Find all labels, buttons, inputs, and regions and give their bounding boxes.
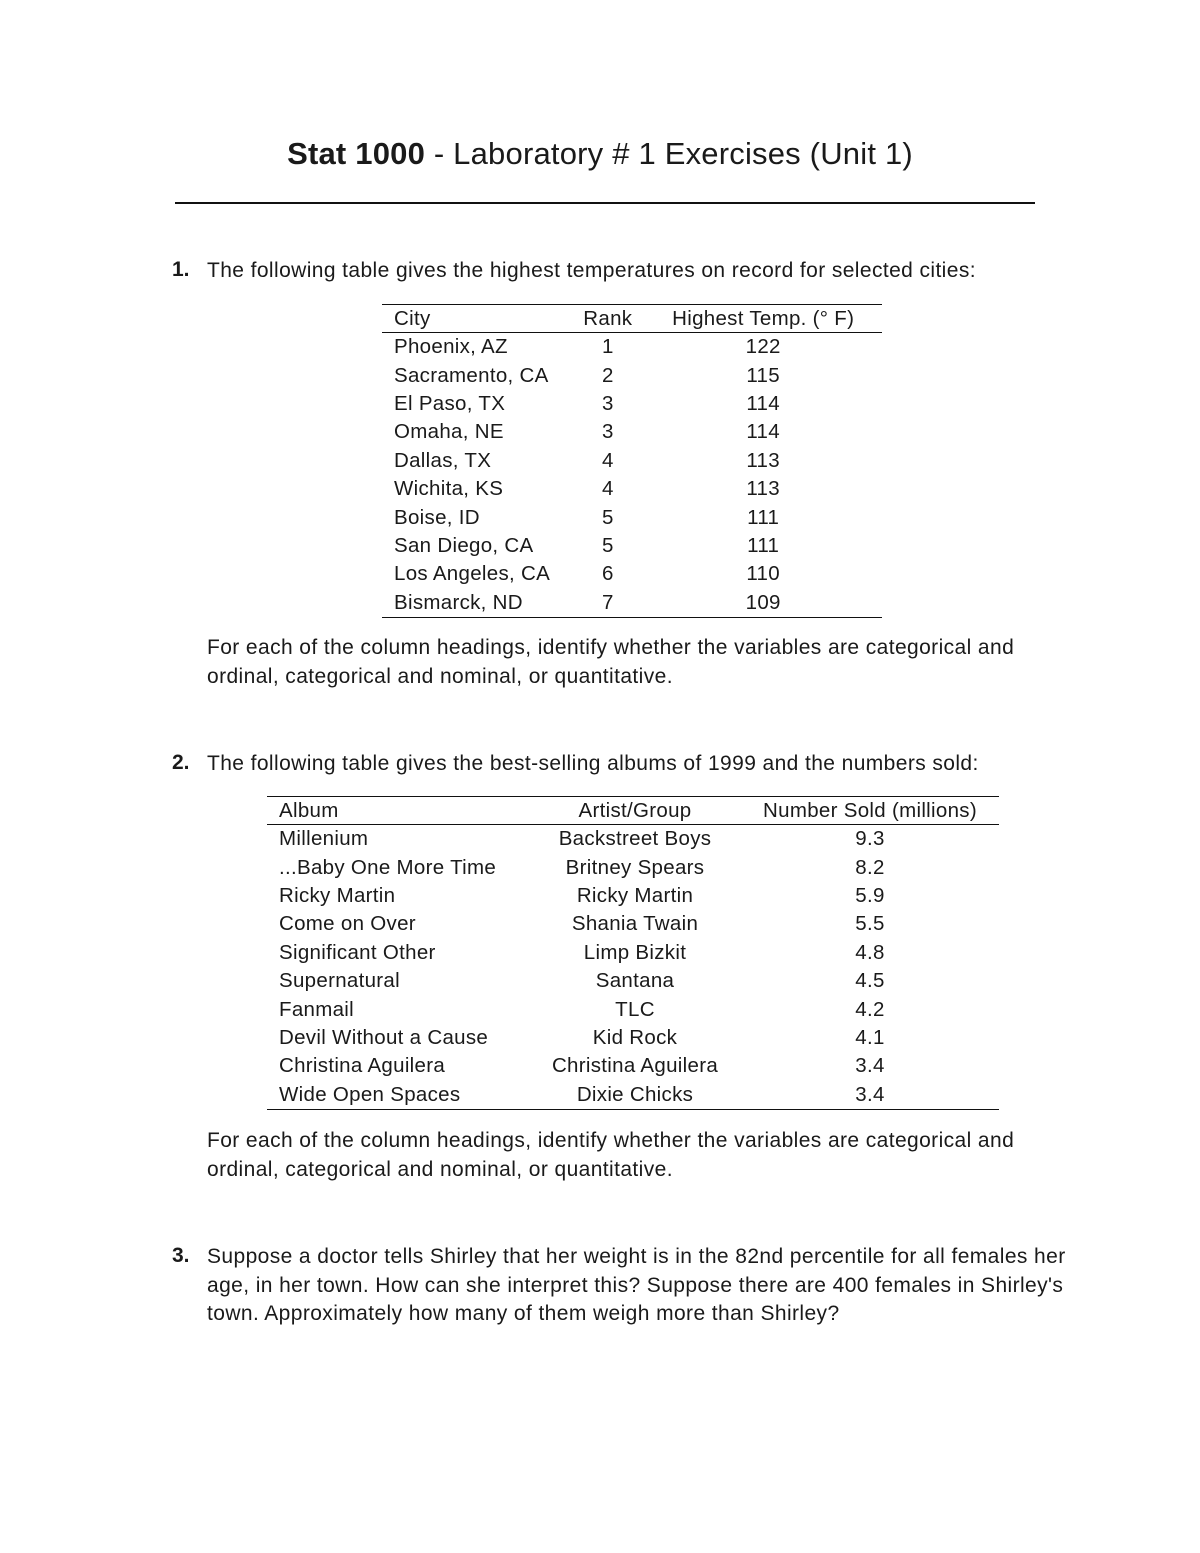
table-cell: 8.2 (855, 855, 885, 879)
course-name: Stat 1000 (287, 136, 426, 171)
table-row (382, 390, 882, 418)
question-2-number: 2. (172, 751, 190, 774)
table-row (267, 825, 999, 854)
table-cell: 5.9 (855, 883, 885, 907)
table-cell: Bismarck, ND (382, 589, 571, 618)
table-cell: Devil Without a Cause (279, 1025, 489, 1049)
table-cell: Shania Twain (571, 912, 699, 936)
table-row (382, 560, 882, 588)
column-header: City (382, 305, 571, 333)
table-cell: Significant Other (279, 940, 436, 964)
table-cell: 111 (747, 505, 780, 529)
table-cell: Wide Open Spaces (267, 1081, 529, 1110)
table-cell: 3.4 (855, 1054, 885, 1078)
table-cell: Omaha, NE (394, 420, 504, 444)
table-cell: 4.5 (855, 969, 885, 993)
table-row (382, 532, 882, 560)
albums-table (267, 796, 999, 1110)
table-cell: 113 (746, 477, 780, 501)
table-cell: TLC (615, 997, 655, 1021)
table-cell: 5 (601, 505, 614, 529)
table-cell: Limp Bizkit (583, 940, 687, 964)
table-header-row (382, 305, 882, 333)
column-header: Album (267, 797, 529, 825)
table-row (382, 361, 882, 389)
table-cell: Phoenix, AZ (394, 335, 508, 359)
table-cell: 5.5 (855, 912, 885, 936)
table-row (267, 967, 999, 995)
table-cell: 111 (747, 533, 780, 557)
table-row (382, 503, 882, 531)
table-cell: 7 (571, 589, 644, 618)
column-header: Number Sold (millions) (741, 797, 999, 825)
table-cell: Wichita, KS (394, 477, 504, 501)
table-cell: 115 (746, 363, 780, 387)
table-row (267, 995, 999, 1023)
table-cell: Kid Rock (592, 1025, 678, 1049)
table-header-row (267, 797, 999, 825)
table-cell: 4 (601, 448, 614, 472)
table-cell: Backstreet Boys (558, 827, 712, 851)
table-cell: 1 (601, 335, 614, 359)
table-cell: Come on Over (279, 912, 416, 936)
table-cell: Supernatural (279, 969, 400, 993)
table-cell: 122 (745, 335, 781, 359)
table-row (382, 418, 882, 446)
table-row (382, 475, 882, 503)
temperature-table (382, 304, 882, 618)
table-cell: Los Angeles, CA (394, 562, 551, 586)
question-3-number: 3. (172, 1244, 190, 1267)
table-row (382, 333, 882, 362)
table-cell: 4.1 (855, 1025, 885, 1049)
table-row (267, 939, 999, 967)
page-title (0, 136, 1200, 172)
table-cell: 110 (746, 562, 780, 586)
question-2-followup: For each of the column headings, identify whether the variables are categorical and ordinal, categorical and nominal, or quantitative. (207, 1129, 1015, 1181)
table-cell: 4.8 (855, 940, 885, 964)
table-cell: Christina Aguilera (551, 1054, 719, 1078)
table-cell: 114 (746, 391, 780, 415)
table-row (267, 1052, 999, 1080)
table-cell: 4 (601, 477, 614, 501)
column-header: Artist/Group (529, 797, 741, 825)
column-header: Highest Temp. (° F) (644, 305, 882, 333)
table-cell: 3 (601, 420, 614, 444)
table-cell: Boise, ID (394, 505, 480, 529)
table-row (382, 589, 882, 618)
table-cell: Christina Aguilera (279, 1054, 446, 1078)
question-3-text: Suppose a doctor tells Shirley that her weight is in the 82nd percentile for all females her age, in her town. How can she interpret this? Suppose there are 400 females in Shirley's town. Approximately how many of them weigh more than Shirley? (207, 1245, 1066, 1325)
title-rest: - Laboratory # 1 Exercises (Unit 1) (425, 136, 913, 171)
table-cell: 4.2 (855, 997, 885, 1021)
table-row (267, 1081, 999, 1110)
table-cell: Britney Spears (565, 855, 705, 879)
table-cell: 113 (746, 448, 780, 472)
title-divider (175, 202, 1035, 204)
question-1-followup: For each of the column headings, identify whether the variables are categorical and ordinal, categorical and nominal, or quantitative. (207, 636, 1015, 688)
table-cell: Sacramento, CA (394, 363, 549, 387)
table-cell: 109 (644, 589, 882, 618)
table-cell: Millenium (279, 827, 369, 851)
question-1-number: 1. (172, 258, 190, 281)
table-row (267, 910, 999, 938)
table-cell: 6 (601, 562, 614, 586)
table-cell: Ricky Martin (576, 883, 694, 907)
table-cell: Ricky Martin (279, 883, 396, 907)
table-cell: 2 (601, 363, 614, 387)
table-cell: 114 (746, 420, 780, 444)
column-header: Rank (571, 305, 644, 333)
table-cell: Santana (595, 969, 675, 993)
question-1-intro: The following table gives the highest temperatures on record for selected cities: (207, 259, 976, 282)
table-cell: San Diego, CA (394, 533, 534, 557)
table-row (267, 1024, 999, 1052)
table-cell: 9.3 (855, 827, 885, 851)
table-cell: ...Baby One More Time (279, 855, 497, 879)
table-row (267, 853, 999, 881)
table-row (382, 447, 882, 475)
table-cell: Dixie Chicks (529, 1081, 741, 1110)
table-cell: Fanmail (279, 997, 355, 1021)
table-cell: Dallas, TX (394, 448, 492, 472)
table-cell: 3.4 (741, 1081, 999, 1110)
question-2-intro: The following table gives the best-selling albums of 1999 and the numbers sold: (207, 752, 979, 775)
table-cell: El Paso, TX (394, 391, 506, 415)
table-row (267, 882, 999, 910)
table-cell: 3 (601, 391, 614, 415)
table-cell: 5 (601, 533, 614, 557)
